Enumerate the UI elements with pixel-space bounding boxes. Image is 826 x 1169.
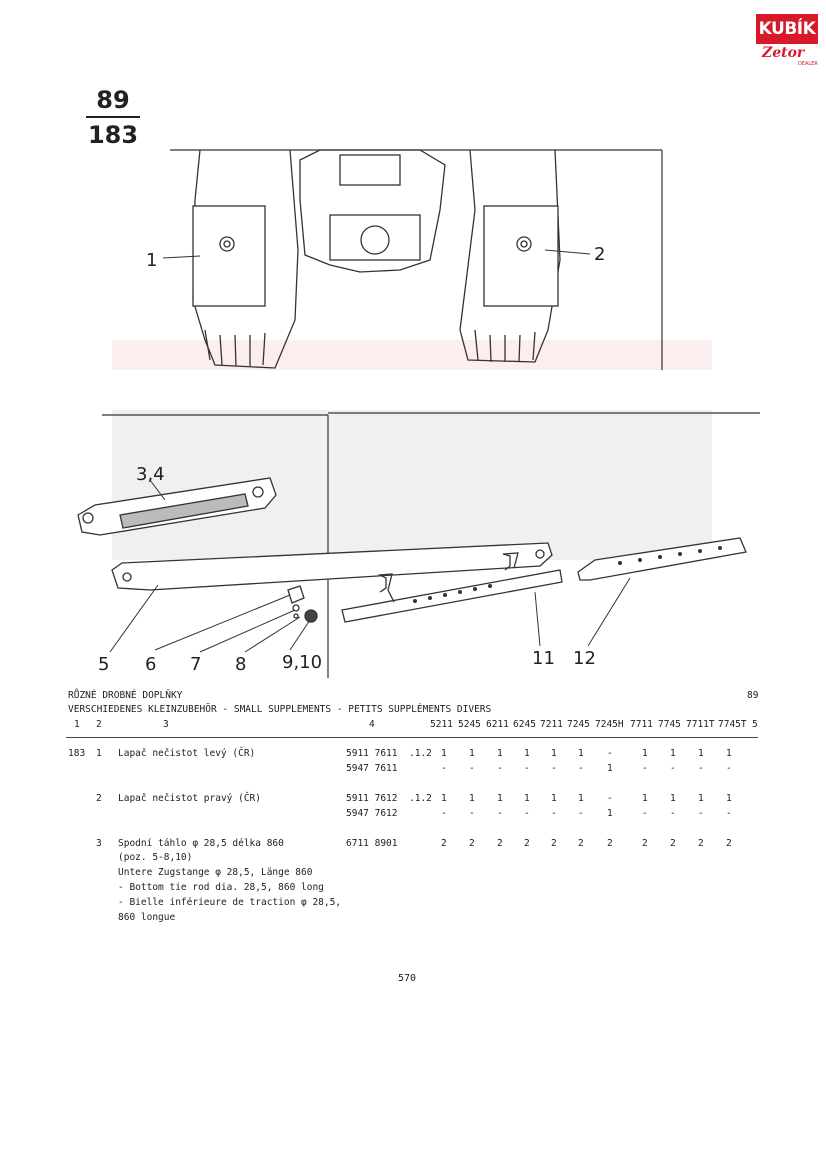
section-title-cz: RŮZNÉ DROBNÉ DOPLŇKY	[68, 690, 183, 701]
row-quantity: -	[551, 808, 557, 819]
row-quantity: 1	[441, 748, 447, 759]
row3-desc-line-1: (poz. 5-8,10)	[118, 852, 193, 863]
row-quantity: 1	[726, 793, 732, 804]
row-quantity: 2	[698, 838, 704, 849]
model-header-4: 7211	[540, 719, 563, 730]
callout-1: 1	[146, 250, 158, 271]
row-quantity: 1	[670, 793, 676, 804]
row-quantity: -	[497, 808, 503, 819]
row-quantity: -	[642, 808, 648, 819]
model-header-7: 7711	[630, 719, 653, 730]
row-quantity: -	[469, 808, 475, 819]
row-quantity: -	[726, 763, 732, 774]
row-description: Lapač nečistot levý (ČR)	[118, 748, 256, 759]
row-part-number: 5947 7611	[346, 763, 398, 774]
row-part-number: 6711 8901	[346, 838, 398, 849]
row-quantity: -	[497, 763, 503, 774]
row-quantity: 1	[607, 763, 613, 774]
callout-2: 2	[594, 244, 606, 265]
callout-9-10: 9,10	[282, 652, 323, 673]
row3-desc-line-3: - Bottom tie rod dia. 28,5, 860 long	[118, 882, 324, 893]
model-header-8: 7745	[658, 719, 681, 730]
tractor-rear-view	[193, 150, 560, 368]
header-rule	[66, 737, 758, 738]
row-quantity: 2	[524, 838, 530, 849]
page-number: 570	[398, 973, 417, 984]
row-quantity: 2	[469, 838, 475, 849]
row-position: 1	[96, 748, 102, 759]
row-quantity: 1	[670, 748, 676, 759]
row-quantity: 1	[524, 793, 530, 804]
row-quantity: -	[670, 763, 676, 774]
callout-8: 8	[235, 654, 247, 675]
row-quantity: -	[441, 763, 447, 774]
row-quantity: -	[726, 808, 732, 819]
row-quantity: 2	[578, 838, 584, 849]
row-quantity: 2	[551, 838, 557, 849]
row-quantity: -	[670, 808, 676, 819]
watermark	[112, 340, 712, 560]
row3-desc-line-4: - Bielle inférieure de traction φ 28,5,	[118, 897, 342, 908]
row-quantity: -	[578, 763, 584, 774]
row-quantity: -	[578, 808, 584, 819]
row-note: .1.2	[409, 748, 432, 759]
row-quantity: 1	[469, 793, 475, 804]
row-quantity: -	[524, 808, 530, 819]
col-header-1: 1	[74, 719, 80, 730]
section-title-multilang: VERSCHIEDENES KLEINZUBEHÖR - SMALL SUPPLEMENTS - PETITS SUPPLÉMENTS DIVERS	[68, 704, 492, 715]
row-quantity: 2	[726, 838, 732, 849]
row-quantity: -	[698, 763, 704, 774]
model-header-0: 5211	[430, 719, 453, 730]
callout-7: 7	[190, 654, 202, 675]
section-page-number: 89	[747, 690, 759, 701]
row-part-number: 5911 7611	[346, 748, 398, 759]
row-quantity: 1	[642, 793, 648, 804]
row-quantity: 1	[551, 793, 557, 804]
row-description: Spodní táhlo φ 28,5 délka 860	[118, 838, 284, 849]
callout-11: 11	[532, 648, 555, 669]
callout-5: 5	[98, 654, 110, 675]
row-quantity: -	[607, 748, 613, 759]
callout-3-4: 3,4	[136, 464, 165, 485]
row3-desc-line-5: 860 longue	[118, 912, 176, 923]
row-quantity: 1	[469, 748, 475, 759]
row-quantity: 1	[726, 748, 732, 759]
row-quantity: 1	[578, 748, 584, 759]
row-quantity: -	[524, 763, 530, 774]
model-header-11: 5	[752, 719, 758, 730]
row-quantity: 1	[441, 793, 447, 804]
row-quantity: 1	[698, 748, 704, 759]
model-header-2: 6211	[486, 719, 509, 730]
row-part-number: 5947 7612	[346, 808, 398, 819]
col-header-4: 4	[369, 719, 375, 730]
logo-dealer: DEALER	[798, 61, 818, 67]
row-quantity: 1	[497, 793, 503, 804]
model-header-5: 7245	[567, 719, 590, 730]
row-quantity: 2	[642, 838, 648, 849]
row-quantity: 1	[642, 748, 648, 759]
row-quantity: 1	[524, 748, 530, 759]
row-quantity: -	[551, 763, 557, 774]
page-ref-bottom: 183	[87, 121, 139, 149]
row-quantity: -	[607, 793, 613, 804]
model-header-10: 7745T	[718, 719, 747, 730]
row-quantity: 1	[578, 793, 584, 804]
logo-brand: KUBÍK	[756, 14, 818, 44]
row-position: 3	[96, 838, 102, 849]
model-header-1: 5245	[458, 719, 481, 730]
row-quantity: 2	[607, 838, 613, 849]
model-header-9: 7711T	[686, 719, 715, 730]
row-quantity: -	[469, 763, 475, 774]
row-quantity: -	[441, 808, 447, 819]
row-quantity: 1	[497, 748, 503, 759]
row-description: Lapač nečistot pravý (ČR)	[118, 793, 261, 804]
row-quantity: 2	[441, 838, 447, 849]
page-ref-top: 89	[96, 86, 130, 114]
row-quantity: -	[698, 808, 704, 819]
callout-6: 6	[145, 654, 157, 675]
row3-desc-line-2: Untere Zugstange φ 28,5, Länge 860	[118, 867, 313, 878]
row-quantity: 2	[670, 838, 676, 849]
row-position: 2	[96, 793, 102, 804]
col-header-3: 3	[163, 719, 169, 730]
row-quantity: 1	[607, 808, 613, 819]
row-quantity: 1	[551, 748, 557, 759]
row-part-number: 5911 7612	[346, 793, 398, 804]
row-group: 183	[68, 748, 86, 759]
row-quantity: 2	[497, 838, 503, 849]
row-quantity: 1	[698, 793, 704, 804]
model-header-3: 6245	[513, 719, 536, 730]
logo-sub: Zetor	[762, 45, 805, 61]
callout-12: 12	[573, 648, 596, 669]
row-note: .1.2	[409, 793, 432, 804]
model-header-6: 7245H	[595, 719, 624, 730]
col-header-2: 2	[96, 719, 102, 730]
row-quantity: -	[642, 763, 648, 774]
